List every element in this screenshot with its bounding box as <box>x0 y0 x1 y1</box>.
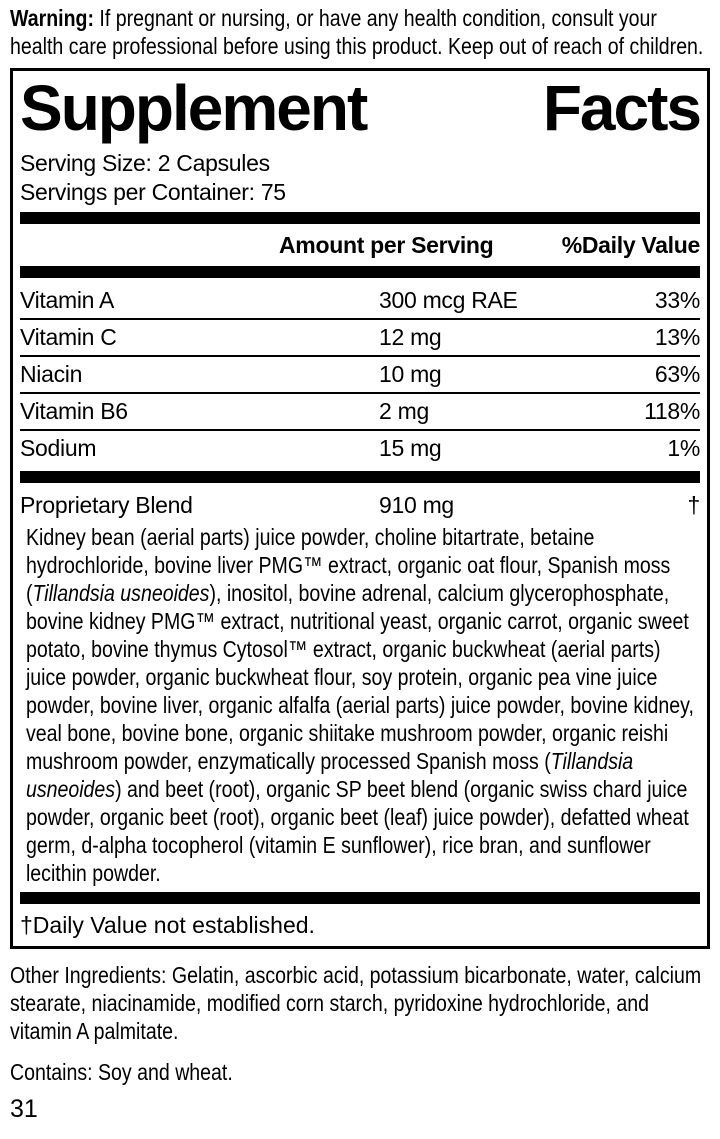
warning-text: If pregnant or nursing, or have any health condition, consult your health care professional before using this product. Keep out of reach of children. <box>10 5 704 59</box>
nutrient-table <box>20 283 700 466</box>
proprietary-blend-description: Kidney bean (aerial parts) juice powder, choline bitartrate, betaine hydrochloride, bovine liver PMG™ extract, organic oat flour, Spanish moss (Tillandsia usneoides), inositol, bovine adrenal, calcium glycerophosphate, bovine kidney PMG™ extract, nutritional yeast, organic carrot, organic sweet potato, bovine thymus Cytosol™ extract, organic buckwheat (aerial parts) juice powder, organic buckwheat flour, soy protein, organic pea vine juice powder, bovine liver, organic alfalfa (aerial parts) juice powder, bovine kidney, veal bone, bovine bone, organic shiitake mushroom powder, organic reishi mushroom powder, enzymatically processed Spanish moss (Tillandsia usneoides) and beet (root), organic SP beet blend (organic swiss chard juice powder, organic beet (root), organic beet (leaf) juice powder), defatted wheat germ, d-alpha tocopherol (vitamin E sunflower), rice bran, and sunflower lecithin powder. <box>25 524 694 886</box>
table-row-vitamin-c <box>20 318 700 355</box>
nutrient-amount: 300 mcg RAE <box>379 287 518 313</box>
nutrient-daily-value: 118% <box>644 398 700 424</box>
panel-title <box>20 72 700 144</box>
nutrient-name: Vitamin C <box>20 324 117 350</box>
nutrient-daily-value-dagger: † <box>687 492 700 518</box>
servings-per-container: Servings per Container: 75 <box>20 179 286 205</box>
divider-bar-top <box>20 212 700 224</box>
nutrient-name: Vitamin A <box>20 287 115 313</box>
nutrient-amount: 2 mg <box>379 398 429 424</box>
title-word-supplement: Supplement <box>20 72 367 144</box>
column-header-amount-per-serving: Amount per Serving <box>279 232 494 258</box>
nutrient-amount: 15 mg <box>379 435 442 461</box>
nutrient-name: Niacin <box>20 361 83 387</box>
table-row-sodium <box>20 429 700 466</box>
nutrient-daily-value: 33% <box>654 287 700 313</box>
nutrient-daily-value: 13% <box>654 324 700 350</box>
table-row-proprietary-blend <box>20 488 700 523</box>
nutrient-amount: 12 mg <box>379 324 442 350</box>
warning-paragraph <box>10 4 710 60</box>
table-header-row <box>20 229 700 261</box>
divider-bar-blend <box>20 471 700 483</box>
supplement-facts-panel <box>10 68 710 949</box>
divider-bar-footnote <box>20 892 700 904</box>
warning-label: Warning: <box>10 5 94 31</box>
divider-bar-header <box>20 266 700 278</box>
column-header-daily-value: %Daily Value <box>561 232 700 258</box>
table-row-niacin <box>20 355 700 392</box>
daily-value-footnote: †Daily Value not established. <box>20 912 315 938</box>
table-row-vitamin-b6 <box>20 392 700 429</box>
nutrient-name: Proprietary Blend <box>20 492 193 518</box>
title-word-facts: Facts <box>542 72 700 144</box>
serving-size: Serving Size: 2 Capsules <box>20 150 270 176</box>
nutrient-amount: 910 mg <box>379 492 454 518</box>
nutrient-amount: 10 mg <box>379 361 442 387</box>
table-row-vitamin-a <box>20 283 700 318</box>
nutrient-daily-value: 63% <box>654 361 700 387</box>
page-number: 31 <box>10 1095 38 1123</box>
nutrient-name: Vitamin B6 <box>20 398 128 424</box>
nutrient-name: Sodium <box>20 435 97 461</box>
nutrient-daily-value: 1% <box>667 435 700 461</box>
other-ingredients-statement: Other Ingredients: Gelatin, ascorbic acid, potassium bicarbonate, water, calcium stearate, niacinamide, modified corn starch, pyridoxine hydrochloride, and vitamin A palmitate. <box>10 962 702 1044</box>
contains-allergen-statement: Contains: Soy and wheat. <box>10 1059 233 1085</box>
